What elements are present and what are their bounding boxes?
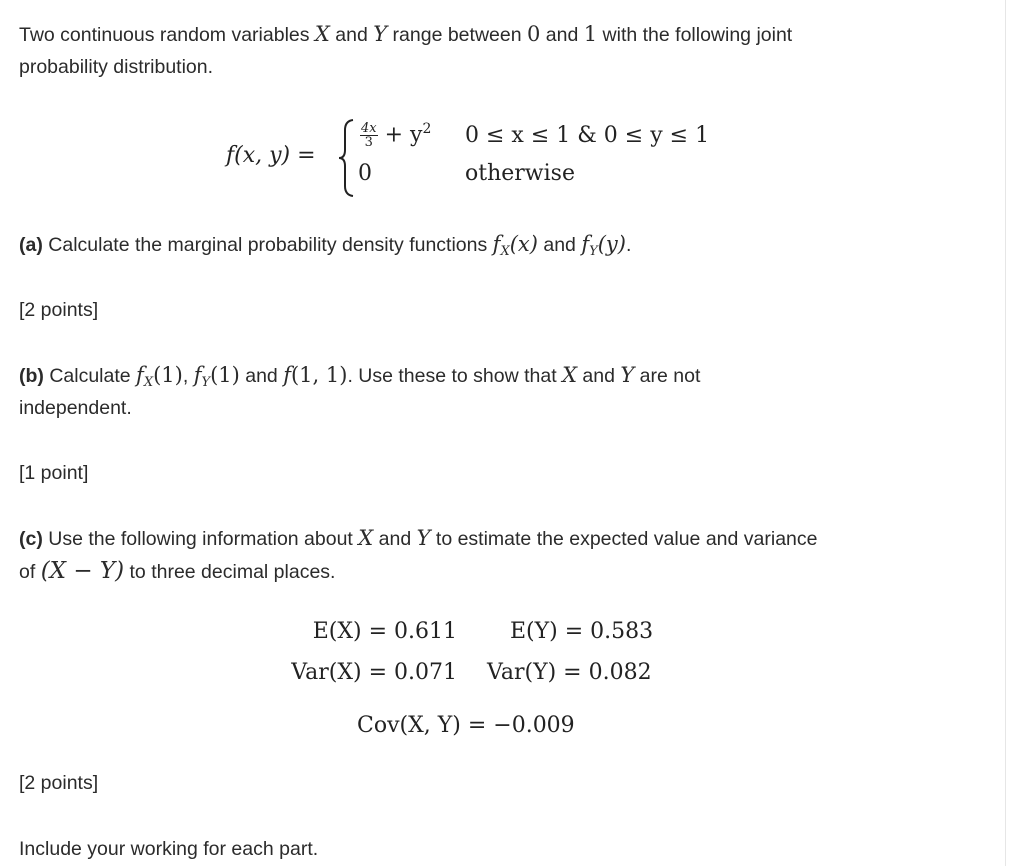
math-f: f	[283, 363, 291, 387]
math-arg: (x)	[509, 232, 538, 256]
pdf-case-1-value	[360, 121, 431, 149]
intro-line-2: probability distribution.	[19, 56, 214, 78]
part-a-question	[19, 228, 631, 268]
part-a-points: [2 points]	[19, 299, 99, 321]
var-y: Y	[416, 526, 431, 550]
math-subscript: X	[500, 244, 510, 259]
var-x: X	[314, 22, 330, 46]
expected-x: E(X) = 0.611	[312, 619, 457, 644]
math-f: f	[581, 232, 590, 256]
question-text: and	[537, 234, 582, 256]
covariance-xy: Cov(X, Y) = −0.009	[357, 713, 575, 738]
part-label: (a)	[19, 234, 43, 256]
intro-text: range between	[387, 24, 527, 46]
var-x: X	[562, 363, 578, 387]
math-expression: (X − Y)	[40, 558, 125, 584]
question-text: are not	[634, 365, 701, 387]
intro-text: with the following joint	[597, 24, 793, 46]
pdf-case-2-value: 0	[358, 161, 372, 186]
part-c-points: [2 points]	[19, 772, 99, 794]
math-arg: (1)	[210, 363, 240, 387]
fraction	[360, 122, 378, 149]
part-c-question-line-2	[19, 555, 335, 588]
part-c-question	[19, 522, 817, 555]
pdf-case-1-condition: 0 ≤ x ≤ 1 & 0 ≤ y ≤ 1	[465, 123, 710, 148]
variance-x: Var(X) = 0.071	[291, 660, 457, 685]
lower-bound: 0	[526, 22, 541, 46]
question-text: ,	[182, 365, 194, 387]
fraction-numerator: 4x	[361, 120, 377, 136]
math-arg: (1, 1)	[290, 363, 348, 387]
part-b-question-line-2: independent.	[19, 397, 132, 419]
left-brace-icon	[338, 118, 356, 198]
part-label: (b)	[19, 365, 44, 387]
intro-line-1	[19, 18, 792, 51]
part-label: (c)	[19, 528, 43, 550]
question-text: to three decimal places.	[124, 561, 336, 583]
part-b-points: [1 point]	[19, 462, 89, 484]
footer-instruction: Include your working for each part.	[19, 838, 319, 860]
upper-bound: 1	[583, 22, 598, 46]
math-f: f	[193, 363, 202, 387]
question-text: to estimate the expected value and variance	[430, 528, 818, 550]
pdf-lhs: f(x, y) =	[226, 143, 316, 168]
question-text: and	[577, 365, 621, 387]
math-arg: (1)	[153, 363, 183, 387]
question-text: .	[625, 234, 632, 256]
var-y: Y	[373, 22, 388, 46]
question-text: and	[373, 528, 417, 550]
question-text: of	[19, 561, 41, 583]
math-subscript: Y	[201, 375, 211, 390]
var-y: Y	[620, 363, 635, 387]
question-text: . Use these to show that	[347, 365, 563, 387]
math-subscript: Y	[589, 244, 598, 259]
math-arg: (y)	[597, 232, 626, 256]
intro-text: and	[540, 24, 584, 46]
expected-y: E(Y) = 0.583	[510, 619, 654, 644]
fraction-denominator: 3	[364, 134, 373, 150]
var-x: X	[358, 526, 374, 550]
intro-text: Two continuous random variables	[19, 24, 315, 46]
math-f: f	[136, 363, 144, 387]
exponent: 2	[422, 121, 432, 137]
intro-text: and	[329, 24, 374, 46]
question-text: Calculate	[43, 365, 137, 387]
question-text: Use the following information about	[42, 528, 359, 550]
math-subscript: X	[143, 375, 154, 390]
question-text: Calculate the marginal probability density functions	[42, 234, 493, 256]
question-text: and	[239, 365, 284, 387]
pdf-term: + y	[384, 122, 423, 148]
variance-y: Var(Y) = 0.082	[487, 660, 652, 685]
math-f: f	[492, 232, 501, 256]
pdf-case-2-condition: otherwise	[465, 161, 575, 186]
